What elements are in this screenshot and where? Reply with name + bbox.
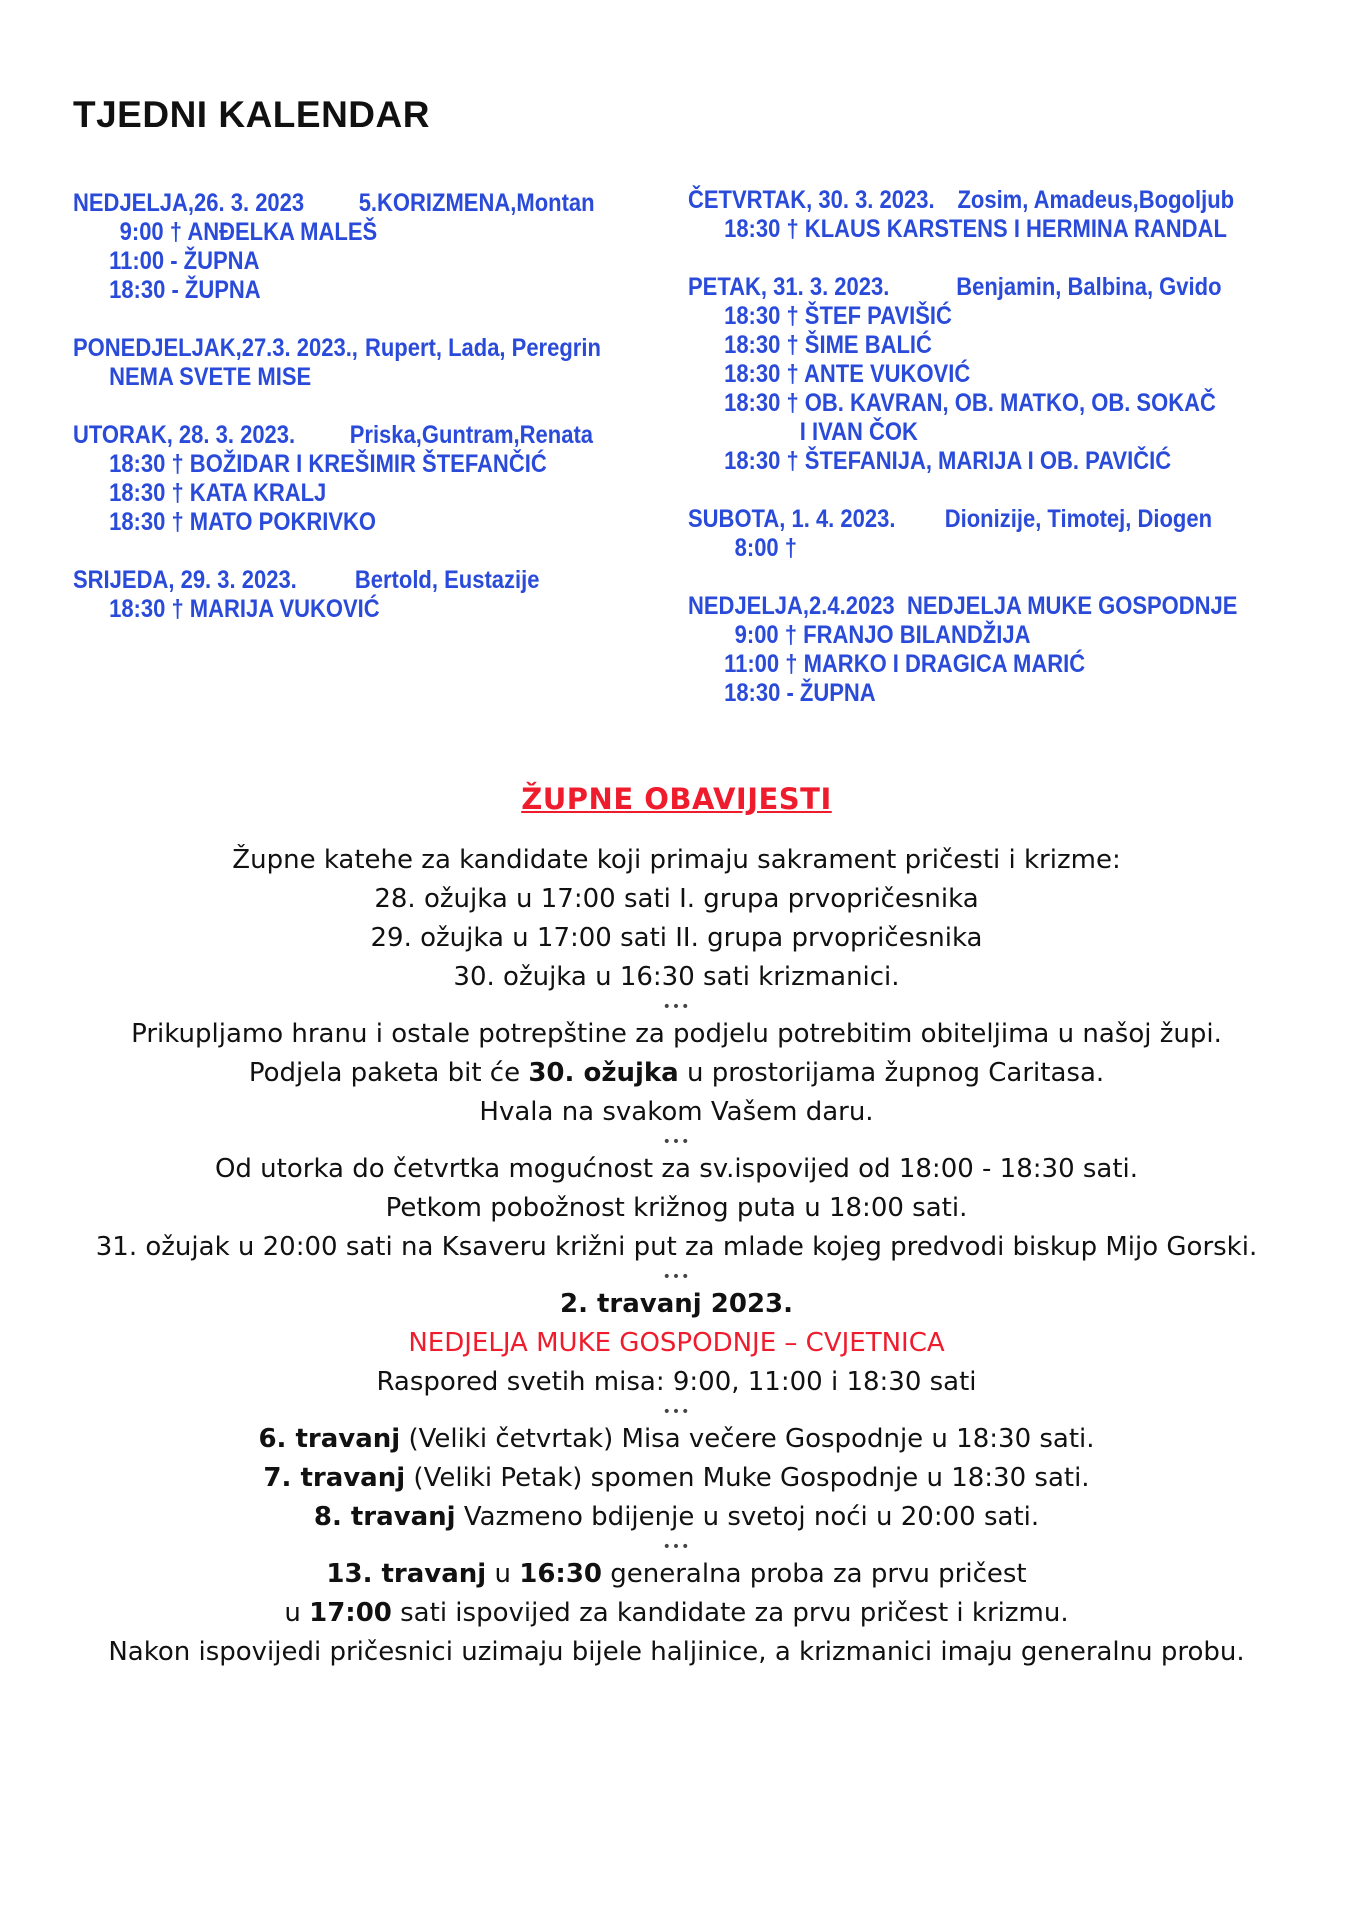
mass-entry: 8:00 †	[734, 534, 798, 562]
day-saints: Benjamin, Balbina, Gvido	[956, 273, 1222, 301]
day-header	[73, 189, 645, 218]
day-saints: Priska,Guntram,Renata	[349, 421, 594, 449]
day-saints: 5.KORIZMENA,Montan	[358, 189, 595, 217]
mass-entry: 11:00 - ŽUPNA	[109, 247, 260, 275]
day-date: ČETVRTAK, 30. 3. 2023.	[688, 186, 935, 214]
mass-entry: NEMA SVETE MISE	[109, 363, 312, 391]
calendar-right-column	[688, 186, 1304, 737]
catechesis-line: 28. ožujka u 17:00 sati I. grupa prvopričesnika	[374, 884, 979, 914]
caritas-line: Hvala na svakom Vašem daru.	[479, 1097, 874, 1127]
day-saints: Rupert, Lada, Peregrin	[364, 334, 601, 362]
calendar-day	[73, 421, 645, 537]
rehearsal-line: Nakon ispovijedi pričesnici uzimaju bijele haljinice, a krizmanici imaju generalnu probu.	[108, 1637, 1245, 1667]
parish-notices	[0, 780, 1353, 1672]
mass-entry: 9:00 † FRANJO BILANDŽIJA	[734, 621, 1031, 649]
calendar-day	[688, 273, 1304, 476]
day-header	[73, 421, 645, 450]
day-header	[73, 334, 645, 363]
rehearsal-time: 16:30	[519, 1559, 602, 1589]
day-saints: NEDJELJA MUKE GOSPODNJE	[906, 592, 1238, 620]
mass-entry: 18:30 † ANTE VUKOVIĆ	[724, 360, 971, 388]
confession-line: 31. ožujak u 20:00 sati na Ksaveru križni put za mlade kojeg predvodi biskup Mijo Gorski.	[95, 1232, 1258, 1262]
rehearsal-text: sati ispovijed za kandidate za prvu pričest i krizmu.	[391, 1598, 1069, 1628]
easter-line	[0, 1420, 1353, 1459]
mass-entry: 18:30 - ŽUPNA	[109, 276, 261, 304]
caritas-text: u prostorijama župnog Caritasa.	[678, 1058, 1105, 1088]
calendar-day	[73, 334, 645, 392]
calendar-day	[688, 505, 1304, 563]
mass-entry: 18:30 † MATO POKRIVKO	[109, 508, 377, 536]
easter-date: 8. travanj	[313, 1502, 456, 1532]
separator: •••	[662, 1269, 691, 1285]
easter-date: 6. travanj	[258, 1424, 401, 1454]
day-header	[688, 186, 1304, 215]
calendar-day	[688, 186, 1304, 244]
mass-entry: 18:30 † ŠTEF PAVIŠIĆ	[724, 302, 952, 330]
caritas-date: 30. ožujka	[528, 1058, 679, 1088]
separator: •••	[662, 1539, 691, 1555]
page-title: TJEDNI KALENDAR	[73, 94, 430, 135]
mass-entry: 11:00 † MARKO I DRAGICA MARIĆ	[724, 650, 1086, 678]
day-header	[688, 273, 1304, 302]
day-header	[688, 505, 1304, 534]
palm-sunday-name: NEDJELJA MUKE GOSPODNJE – CVJETNICA	[408, 1328, 945, 1358]
day-saints: Bertold, Eustazije	[354, 566, 540, 594]
easter-line	[0, 1498, 1353, 1537]
rehearsal-time: 17:00	[309, 1598, 392, 1628]
confession-line: Od utorka do četvrtka mogućnost za sv.ispovijed od 18:00 - 18:30 sati.	[214, 1154, 1139, 1184]
calendar-day	[73, 566, 645, 624]
mass-entry: 9:00 † ANĐELKA MALEŠ	[119, 218, 378, 246]
easter-text: Vazmeno bdijenje u svetoj noći u 20:00 sati.	[455, 1502, 1040, 1532]
mass-entry: 18:30 † KLAUS KARSTENS I HERMINA RANDAL	[724, 215, 1227, 243]
day-header	[688, 592, 1304, 621]
caritas-line: Prikupljamo hranu i ostale potrepštine za podjelu potrebitim obiteljima u našoj župi.	[131, 1019, 1222, 1049]
mass-entry: I IVAN ČOK	[799, 418, 918, 446]
day-date: NEDJELJA,26. 3. 2023	[73, 189, 305, 217]
catechesis-line: 30. ožujka u 16:30 sati krizmanici.	[453, 962, 900, 992]
separator: •••	[662, 1134, 691, 1150]
rehearsal-line	[0, 1594, 1353, 1633]
rehearsal-date: 13. travanj	[326, 1559, 487, 1589]
day-saints: Zosim, Amadeus,Bogoljub	[957, 186, 1235, 214]
easter-text: (Veliki četvrtak) Misa večere Gospodnje u 18:30 sati.	[400, 1424, 1095, 1454]
mass-entry: 18:30 † KATA KRALJ	[109, 479, 327, 507]
catechesis-line: 29. ožujka u 17:00 sati II. grupa prvopričesnika	[370, 923, 983, 953]
separator: •••	[662, 1404, 691, 1420]
caritas-line	[0, 1054, 1353, 1093]
day-date: PETAK, 31. 3. 2023.	[688, 273, 890, 301]
mass-entry: 18:30 - ŽUPNA	[724, 679, 876, 707]
rehearsal-text: u	[486, 1559, 520, 1589]
separator: •••	[662, 999, 691, 1015]
mass-entry: 18:30 † OB. KAVRAN, OB. MATKO, OB. SOKAČ	[724, 389, 1216, 417]
calendar-day	[688, 592, 1304, 708]
confession-line: Petkom pobožnost križnog puta u 18:00 sati.	[385, 1193, 968, 1223]
rehearsal-text: u	[284, 1598, 310, 1628]
rehearsal-text: generalna proba za prvu pričest	[602, 1559, 1027, 1589]
rehearsal-line	[0, 1555, 1353, 1594]
day-date: SUBOTA, 1. 4. 2023.	[688, 505, 896, 533]
mass-entry: 18:30 † ŠTEFANIJA, MARIJA I OB. PAVIČIĆ	[724, 447, 1172, 475]
palm-sunday-schedule: Raspored svetih misa: 9:00, 11:00 i 18:30 sati	[376, 1367, 977, 1397]
mass-entry: 18:30 † BOŽIDAR I KREŠIMIR ŠTEFANČIĆ	[109, 450, 547, 478]
palm-sunday-date: 2. travanj 2023.	[559, 1289, 794, 1319]
day-date: PONEDJELJAK,27.3. 2023.,	[73, 334, 358, 362]
catechesis-line: Župne katehe za kandidate koji primaju sakrament pričesti i krizme:	[232, 845, 1121, 875]
easter-date: 7. travanj	[263, 1463, 406, 1493]
mass-entry: 18:30 † ŠIME BALIĆ	[724, 331, 932, 359]
caritas-text: Podjela paketa bit će	[248, 1058, 529, 1088]
day-header	[73, 566, 645, 595]
easter-line	[0, 1459, 1353, 1498]
calendar-day	[73, 189, 645, 305]
day-date: SRIJEDA, 29. 3. 2023.	[73, 566, 297, 594]
day-date: NEDJELJA,2.4.2023	[688, 592, 895, 620]
mass-entry: 18:30 † MARIJA VUKOVIĆ	[109, 595, 380, 623]
calendar-left-column	[73, 189, 645, 653]
day-saints: Dionizije, Timotej, Diogen	[944, 505, 1213, 533]
notices-title: ŽUPNE OBAVIJESTI	[521, 782, 832, 816]
easter-text: (Veliki Petak) spomen Muke Gospodnje u 18:30 sati.	[405, 1463, 1090, 1493]
day-date: UTORAK, 28. 3. 2023.	[73, 421, 296, 449]
